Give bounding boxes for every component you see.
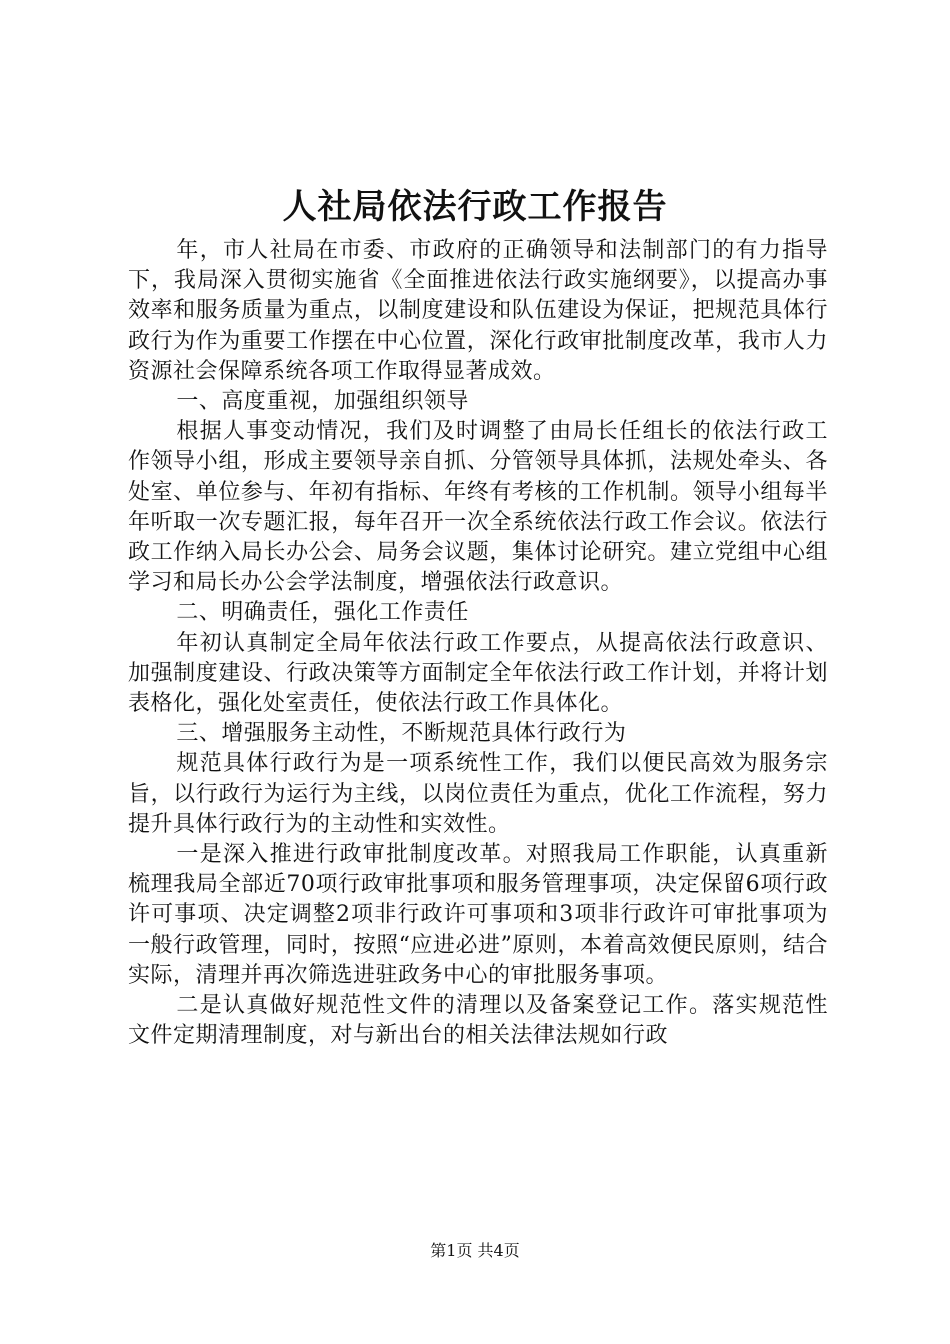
section-heading-2: 二、明确责任，强化工作责任 <box>176 600 469 626</box>
paragraph-intro: 年，市人社局在市委、市政府的正确领导和法制部门的有力指导下，我局深入贯彻实施省《全面推进依法行政实施纲要》，以提高办事效率和服务质量为重点，以制度建设和队伍建设为保证，把规范具体行政行为作为重要工作摆在中心位置，深化行政审批制度改革，我市人力资源社会保障系统各项工作取得显著成效。 <box>128 238 828 384</box>
document-body <box>128 236 828 1051</box>
paragraph-section-1: 根据人事变动情况，我们及时调整了由局长任组长的依法行政工作领导小组，形成主要领导亲自抓、分管领导具体抓，法规处牵头、各处室、单位参与、年初有指标、年终有考核的工作机制。领导小组每半年听取一次专题汇报，每年召开一次全系统依法行政工作会议。依法行政工作纳入局长办公会、局务会议题，集体讨论研究。建立党组中心组学习和局长办公会学法制度，增强依法行政意识。 <box>128 419 828 596</box>
section-heading-3: 三、增强服务主动性，不断规范具体行政行为 <box>176 721 627 747</box>
paragraph-section-3: 规范具体行政行为是一项系统性工作，我们以便民高效为服务宗旨，以行政行为运行为主线，以岗位责任为重点，优化工作流程，努力提升具体行政行为的主动性和实效性。 <box>128 751 828 837</box>
document-title: 人社局依法行政工作报告 <box>282 187 668 227</box>
section-heading-1: 一、高度重视，加强组织领导 <box>176 389 469 415</box>
paragraph-section-2: 年初认真制定全局年依法行政工作要点，从提高依法行政意识、加强制度建设、行政决策等方面制定全年依法行政工作计划，并将计划表格化，强化处室责任，使依法行政工作具体化。 <box>128 630 828 717</box>
page-footer: 第1页 共4页 <box>430 1241 520 1260</box>
paragraph-item-1: 一是深入推进行政审批制度改革。对照我局工作职能，认真重新梳理我局全部近70项行政审批事项和服务管理事项，决定保留6项行政许可事项、决定调整2项非行政许可事项和3项非行政许可审批事项为一般行政管理，同时，按照“应进必进”原则，本着高效便民原则，结合实际，清理并再次筛选进驻政务中心的审批服务事项。 <box>128 842 828 988</box>
paragraph-item-2: 二是认真做好规范性文件的清理以及备案登记工作。落实规范性文件定期清理制度，对与新出台的相关法律法规如行政 <box>128 993 828 1049</box>
